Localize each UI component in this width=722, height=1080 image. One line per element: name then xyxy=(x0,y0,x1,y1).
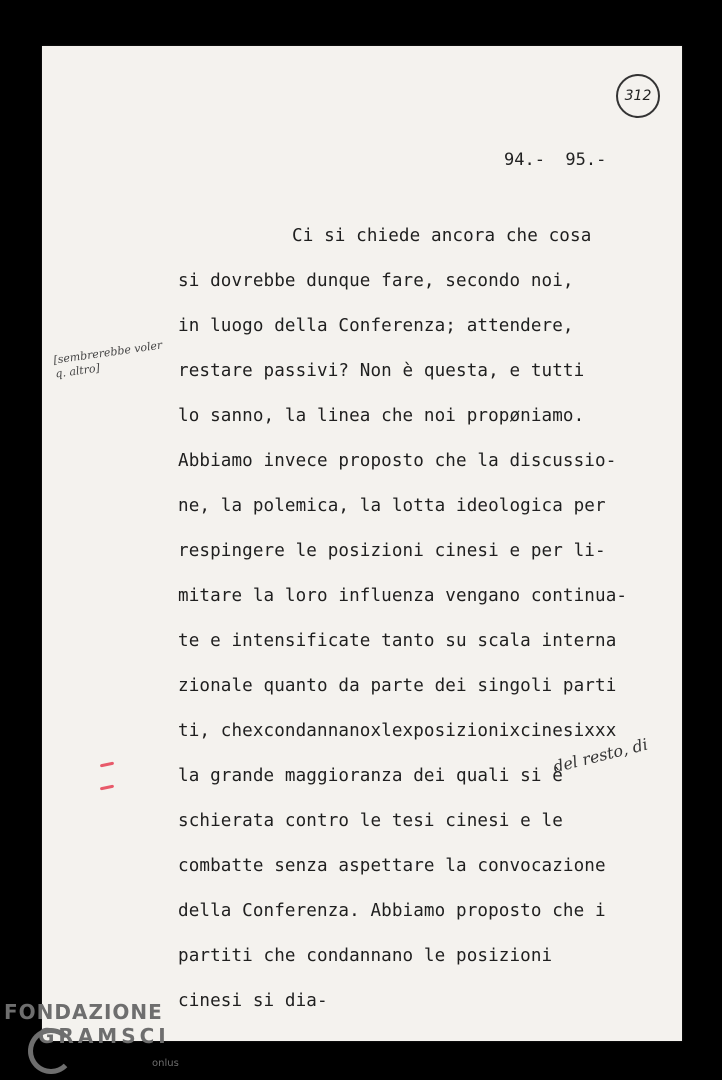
text-line: in luogo della Conferenza; attendere, xyxy=(178,316,574,336)
text-line: schierata contro le tesi cinesi e le xyxy=(178,811,563,831)
text-line: respingere le posizioni cinesi e per li- xyxy=(178,541,606,561)
text-line: della Conferenza. Abbiamo proposto che i xyxy=(178,901,606,921)
handwritten-insertion: del resto, di xyxy=(551,734,650,777)
watermark-line3: onlus xyxy=(152,1058,179,1069)
text-line: te e intensificate tanto su scala interna xyxy=(178,631,617,651)
text-line: zionale quanto da parte dei singoli parti xyxy=(178,676,617,696)
struck-text-line: ti, chexcondannanoxlexposizionixcinesixxx xyxy=(178,721,617,741)
text-line: cinesi si dia- xyxy=(178,991,328,1011)
text-line: mitare la loro influenza vengano continua- xyxy=(178,586,628,606)
text-line: combatte senza aspettare la convocazione xyxy=(178,856,606,876)
foundation-logo-icon xyxy=(28,1028,74,1074)
red-pencil-mark xyxy=(100,762,114,768)
text-line: restare passivi? Non è questa, e tutti xyxy=(178,361,585,381)
text-line: ne, la polemica, la lotta ideologica per xyxy=(178,496,606,516)
text-line: partiti che condannano le posizioni xyxy=(178,946,553,966)
red-pencil-mark xyxy=(100,785,114,791)
watermark-line2: GRAMSCI xyxy=(38,1024,170,1048)
archive-stamp: 312 xyxy=(616,74,660,118)
text-line: Ci si chiede ancora che cosa xyxy=(292,226,592,246)
page-numbers: 94.- 95.- xyxy=(504,150,607,170)
watermark-line1: FONDAZIONE xyxy=(4,1000,163,1024)
document-page xyxy=(42,46,682,1041)
text-line: Abbiamo invece proposto che la discussio- xyxy=(178,451,617,471)
handwritten-margin-note: [sembrerebbe voler q. altro] xyxy=(52,338,164,381)
text-line: la grande maggioranza dei quali si è xyxy=(178,766,563,786)
text-line: si dovrebbe dunque fare, secondo noi, xyxy=(178,271,574,291)
text-line: lo sanno, la linea che noi propøniamo. xyxy=(178,406,585,426)
